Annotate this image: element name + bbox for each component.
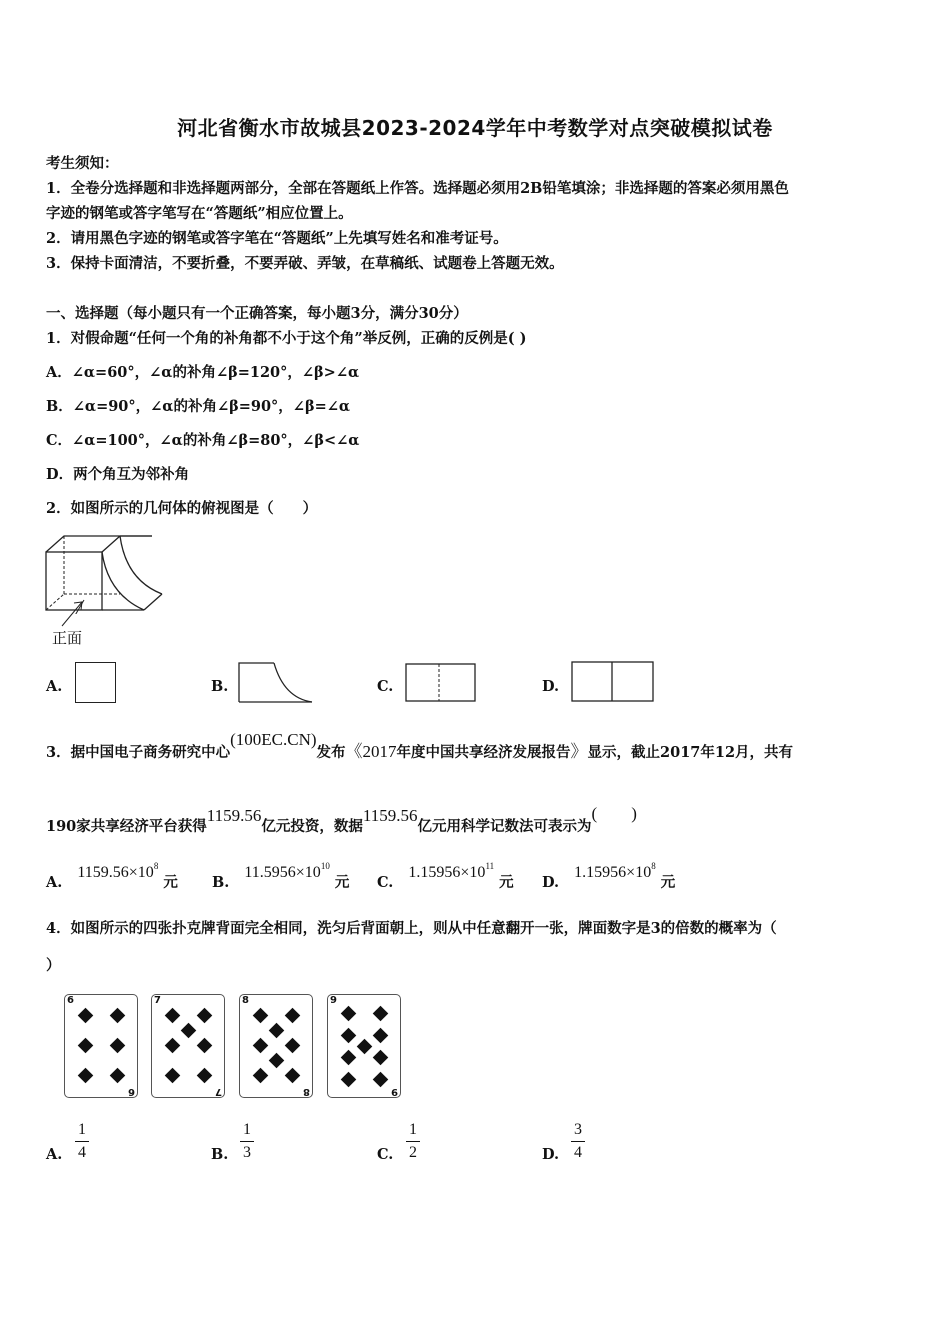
- diamond-pip-icon: [341, 1050, 357, 1066]
- q4-option-a-label: A.: [46, 1146, 63, 1163]
- q3-option-d: [542, 861, 676, 892]
- diamond-pip-icon: [110, 1008, 126, 1024]
- notice-line-3: 3．保持卡面清洁，不要折叠，不要弄破、弄皱，在草稿纸、试题卷上答题无效。: [46, 255, 564, 272]
- fraction-denominator: 4: [78, 1144, 86, 1161]
- q2-option-b-figure: [238, 662, 314, 704]
- playing-card: [64, 994, 138, 1098]
- fraction-numerator: 3: [574, 1121, 582, 1138]
- arrow-icon: [60, 598, 90, 628]
- diamond-pip-icon: [341, 1028, 357, 1044]
- q2-label-a: A.: [46, 678, 63, 695]
- q3-option-a: [46, 861, 178, 892]
- q2-label-c: C.: [377, 678, 394, 695]
- q3-option-d-exp: 8: [651, 861, 656, 871]
- q3-option-b-value: [244, 861, 330, 881]
- q2-option-d-figure: [571, 661, 655, 703]
- q3-option-b-exp: 10: [320, 861, 330, 871]
- q3-option-a-exp: 8: [153, 861, 159, 871]
- q4-option-d-fraction: [568, 1121, 588, 1162]
- q4-option-c-fraction: [403, 1121, 423, 1162]
- q3-option-c-base: 1.15956×10: [408, 864, 486, 881]
- q2-label-d: D.: [542, 678, 560, 695]
- diamond-pip-icon: [78, 1008, 94, 1024]
- diamond-pip-icon: [78, 1038, 94, 1054]
- fraction-bar: [240, 1141, 254, 1142]
- fraction-denominator: 2: [409, 1144, 417, 1161]
- q1-option-a: A．∠α=60°，∠α的补角∠β=120°，∠β>∠α: [46, 364, 360, 381]
- q3-option-d-label: D.: [542, 874, 560, 891]
- q3-option-b: [212, 861, 350, 892]
- q2-label-b: B.: [211, 678, 229, 695]
- q3-text-6: 亿元投资，数据: [261, 818, 363, 835]
- diamond-pip-icon: [197, 1008, 213, 1024]
- diamond-pip-icon: [269, 1053, 285, 1069]
- q3-line-2: [46, 804, 637, 836]
- q3-option-d-base: 1.15956×10: [574, 864, 652, 881]
- q3-text-2: 发布: [316, 744, 346, 761]
- fraction-numerator: 1: [243, 1121, 251, 1138]
- q3-text-1: 3．据中国电子商务研究中心: [46, 744, 231, 761]
- diamond-pip-icon: [373, 1028, 389, 1044]
- diamond-pip-icon: [285, 1068, 301, 1084]
- q3-text-4: 显示，截止2017年12月，共有: [587, 744, 794, 761]
- diamond-pip-icon: [285, 1038, 301, 1054]
- q3-option-b-label: B.: [212, 874, 230, 891]
- diamond-pip-icon: [341, 1072, 357, 1088]
- section-heading: 一、选择题（每小题只有一个正确答案，每小题3分，满分30分）: [46, 305, 468, 322]
- q4-option-a-fraction: [72, 1121, 92, 1162]
- card-rank-bottom: 7: [215, 1086, 222, 1097]
- q3-option-c-value: [408, 861, 495, 881]
- diamond-pip-icon: [253, 1038, 269, 1054]
- q4-option-c-label: C.: [377, 1146, 394, 1163]
- diamond-pip-icon: [197, 1068, 213, 1084]
- fraction-bar: [75, 1141, 89, 1142]
- page-title: 河北省衡水市故城县2023-2024学年中考数学对点突破模拟试卷: [177, 116, 773, 140]
- q3-math-3: 》: [570, 742, 588, 761]
- q1-option-b: B．∠α=90°，∠α的补角∠β=90°，∠β=∠α: [46, 398, 351, 415]
- q2-option-c-figure: [405, 663, 477, 703]
- card-rank-bottom: 9: [391, 1086, 398, 1097]
- q3-option-a-unit: 元: [163, 874, 178, 891]
- q4-option-d-label: D.: [542, 1146, 560, 1163]
- q3-option-d-unit: 元: [660, 874, 676, 891]
- q3-option-a-value: [77, 861, 159, 881]
- q4-option-b-label: B.: [211, 1146, 229, 1163]
- q3-option-c-unit: 元: [499, 874, 514, 891]
- q2-option-a-figure: [75, 662, 116, 703]
- diamond-pip-icon: [165, 1068, 181, 1084]
- q3-math-1: (100EC.CN): [230, 730, 317, 749]
- q3-line-1: [46, 730, 794, 762]
- diamond-pip-icon: [197, 1038, 213, 1054]
- diamond-pip-icon: [373, 1050, 389, 1066]
- q3-option-b-unit: 元: [334, 874, 350, 891]
- card-rank-bottom: 8: [303, 1086, 310, 1097]
- diamond-pip-icon: [181, 1023, 197, 1039]
- q4-option-b-fraction: [237, 1121, 257, 1162]
- diamond-pip-icon: [341, 1006, 357, 1022]
- card-rank-bottom: 6: [128, 1086, 135, 1097]
- card-rank: 7: [154, 995, 161, 1006]
- diamond-pip-icon: [78, 1068, 94, 1084]
- playing-card: [151, 994, 225, 1098]
- q3-paren: ( ): [591, 804, 637, 823]
- diamond-pip-icon: [357, 1039, 373, 1055]
- q3-text-3: 年度中国共享经济发展报告: [396, 744, 571, 761]
- diamond-pip-icon: [253, 1008, 269, 1024]
- fraction-bar: [571, 1141, 585, 1142]
- q3-math-4: 1159.56: [206, 806, 262, 825]
- playing-card: [239, 994, 313, 1098]
- fraction-denominator: 3: [243, 1144, 251, 1161]
- q1-option-c: C．∠α=100°，∠α的补角∠β=80°，∠β<∠α: [46, 432, 360, 449]
- notice-line-1b: 字迹的钢笔或答字笔写在“答题纸”相应位置上。: [46, 205, 353, 222]
- q1-stem: 1．对假命题“任何一个角的补角都不小于这个角”举反例，正确的反例是( ): [46, 330, 527, 347]
- q3-option-a-label: A.: [46, 874, 63, 891]
- q3-option-c: [377, 861, 514, 892]
- diamond-pip-icon: [373, 1072, 389, 1088]
- q3-option-b-base: 11.5956×10: [244, 864, 321, 881]
- diamond-pip-icon: [110, 1068, 126, 1084]
- q3-option-c-exp: 11: [485, 861, 495, 871]
- q3-math-5: 1159.56: [362, 806, 418, 825]
- q3-text-7: 亿元用科学记数法可表示为: [417, 818, 592, 835]
- diamond-pip-icon: [165, 1038, 181, 1054]
- diamond-pip-icon: [269, 1023, 285, 1039]
- q4-stem-end: ）: [46, 957, 61, 974]
- q4-stem: 4．如图所示的四张扑克牌背面完全相同，洗匀后背面朝上，则从中任意翻开一张，牌面数字是3的倍数的概率为（: [46, 920, 777, 937]
- q2-stem: 2．如图所示的几何体的俯视图是（ ）: [46, 500, 318, 517]
- front-label: 正面: [52, 629, 83, 647]
- fraction-numerator: 1: [78, 1121, 86, 1138]
- fraction-bar: [406, 1141, 420, 1142]
- diamond-pip-icon: [165, 1008, 181, 1024]
- notice-line-2: 2．请用黑色字迹的钢笔或答字笔在“答题纸”上先填写姓名和准考证号。: [46, 230, 508, 247]
- diamond-pip-icon: [285, 1008, 301, 1024]
- fraction-denominator: 4: [574, 1144, 582, 1161]
- q3-option-a-base: 1159.56×10: [77, 864, 154, 881]
- q3-option-c-label: C.: [377, 874, 394, 891]
- q3-math-2: 《2017: [345, 742, 397, 761]
- q1-option-d: D．两个角互为邻补角: [46, 466, 190, 483]
- notice-line-1a: 1．全卷分选择题和非选择题两部分，全部在答题纸上作答。选择题必须用2B铅笔填涂；非选择题的答案必须用黑色: [46, 180, 789, 197]
- fraction-numerator: 1: [409, 1121, 417, 1138]
- diamond-pip-icon: [110, 1038, 126, 1054]
- q3-text-5: 190家共享经济平台获得: [46, 818, 207, 835]
- card-rank: 8: [242, 995, 249, 1006]
- q3-option-d-value: [574, 861, 656, 881]
- playing-card: [327, 994, 401, 1098]
- diamond-pip-icon: [253, 1068, 269, 1084]
- card-rank: 6: [67, 995, 74, 1006]
- notice-heading: 考生须知：: [46, 155, 119, 172]
- diamond-pip-icon: [373, 1006, 389, 1022]
- card-rank: 9: [330, 995, 337, 1006]
